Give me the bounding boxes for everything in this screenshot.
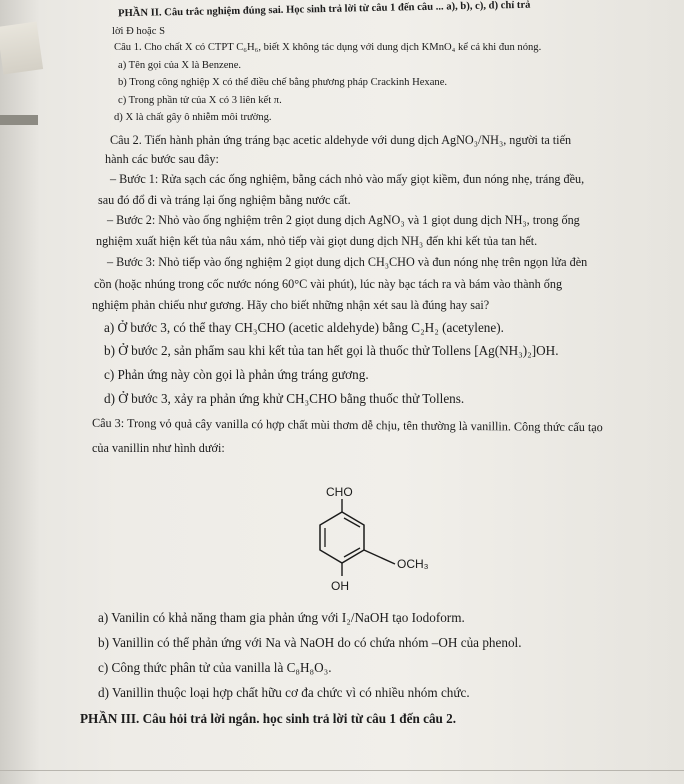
q2-option-c: c) Phản ứng này còn gọi là phản ứng tráng gương. bbox=[104, 367, 369, 382]
q3-stem: Câu 3: Trong vỏ quả cây vanilla có hợp chất mùi thơm dễ chịu, tên thường là vanillin. Công thức cấu tạo bbox=[91, 415, 603, 435]
oh-group-label: OH bbox=[331, 579, 349, 593]
q2-step3: – Bước 3: Nhỏ tiếp vào ống nghiệm 2 giọt dung dịch CH₃CHO và đun nóng nhẹ trên ngọn lửa đèn bbox=[107, 255, 588, 269]
q2-step2-cont: nghiệm xuất hiện kết tủa nâu xám, nhỏ tiếp vài giọt dung dịch NH₃ đến khi kết tủa tan hết. bbox=[96, 234, 538, 248]
scroll-sidebar-mark bbox=[0, 115, 38, 125]
tape-corner bbox=[0, 21, 43, 74]
q1-option-c: c) Trong phần tử của X có 3 liên kết π. bbox=[118, 95, 282, 106]
och3-group-label: OCH₃ bbox=[397, 557, 429, 571]
page-divider bbox=[0, 770, 684, 771]
q2-step3-cont1: cồn (hoặc nhúng trong cốc nước nóng 60°C vài phút), lúc này bạc tách ra và bám vào thành ống bbox=[94, 277, 563, 291]
q3-option-c: c) Công thức phân tử của vanilla là C₈H₈O₃. bbox=[98, 660, 332, 675]
q1-option-d: d) X là chất gây ô nhiễm môi trường. bbox=[114, 112, 272, 123]
part3-heading: PHẦN III. Câu hỏi trả lời ngắn. học sinh trả lời từ câu 1 đến câu 2. bbox=[80, 711, 457, 726]
q2-step2: – Bước 2: Nhỏ vào ống nghiệm trên 2 giọt dung dịch AgNO₃ và 1 giọt dung dịch NH₃, trong ống bbox=[107, 213, 580, 227]
q1-stem: Câu 1. Cho chất X có CTPT C₆H₆, biết X không tác dụng với dung dịch KMnO₄ kể cả khi đun nóng. bbox=[114, 42, 542, 53]
q3-option-b: b) Vanillin có thể phản ứng với Na và NaOH do có chứa nhóm –OH của phenol. bbox=[98, 635, 522, 650]
q2-stem: Câu 2. Tiến hành phản ứng tráng bạc acetic aldehyde với dung dịch AgNO₃/NH₃, người ta tiến bbox=[110, 133, 572, 147]
q2-step1: – Bước 1: Rửa sạch các ống nghiệm, bằng cách nhỏ vào mấy giọt kiềm, đun nóng nhẹ, tráng đều, bbox=[110, 172, 585, 186]
vanillin-structure-diagram bbox=[300, 478, 450, 596]
q3-option-d: d) Vanillin thuộc loại hợp chất hữu cơ đa chức vì có nhiều nhóm chức. bbox=[98, 685, 470, 700]
q1-option-b: b) Trong công nghiệp X có thể điều chế bằng phương pháp Crackinh Hexane. bbox=[118, 77, 448, 88]
part2-heading-cont: lời Đ hoặc S bbox=[112, 26, 165, 37]
q2-step1-cont: sau đó đổ đi và tráng lại ống nghiệm bằng nước cất. bbox=[98, 193, 351, 207]
q2-stem-cont: hành các bước sau đây: bbox=[105, 152, 219, 166]
q3-option-a: a) Vanilin có khả năng tham gia phản ứng với I₂/NaOH tạo Iodoform. bbox=[98, 610, 465, 625]
q1-option-a: a) Tên gọi của X là Benzene. bbox=[118, 60, 242, 71]
q2-step3-cont2: nghiệm phản chiếu như gương. Hãy cho biết những nhận xét sau là đúng hay sai? bbox=[92, 298, 490, 312]
cho-group-label: CHO bbox=[326, 485, 353, 499]
q3-stem-cont: của vanillin như hình dưới: bbox=[92, 441, 225, 455]
part2-heading: PHẦN II. Câu trắc nghiệm đúng sai. Học sinh trả lời từ câu 1 đến câu ... a), b), c), d) chỉ trả bbox=[117, 0, 531, 20]
q2-option-a: a) Ở bước 3, có thể thay CH₃CHO (acetic aldehyde) bằng C₂H₂ (acetylene). bbox=[104, 320, 504, 335]
q2-option-d: d) Ở bước 3, xảy ra phản ứng khử CH₃CHO bằng thuốc thử Tollens. bbox=[104, 391, 465, 406]
q2-option-b: b) Ở bước 2, sản phẩm sau khi kết tủa tan hết gọi là thuốc thử Tollens [Ag(NH₃)₂]OH. bbox=[104, 343, 559, 358]
